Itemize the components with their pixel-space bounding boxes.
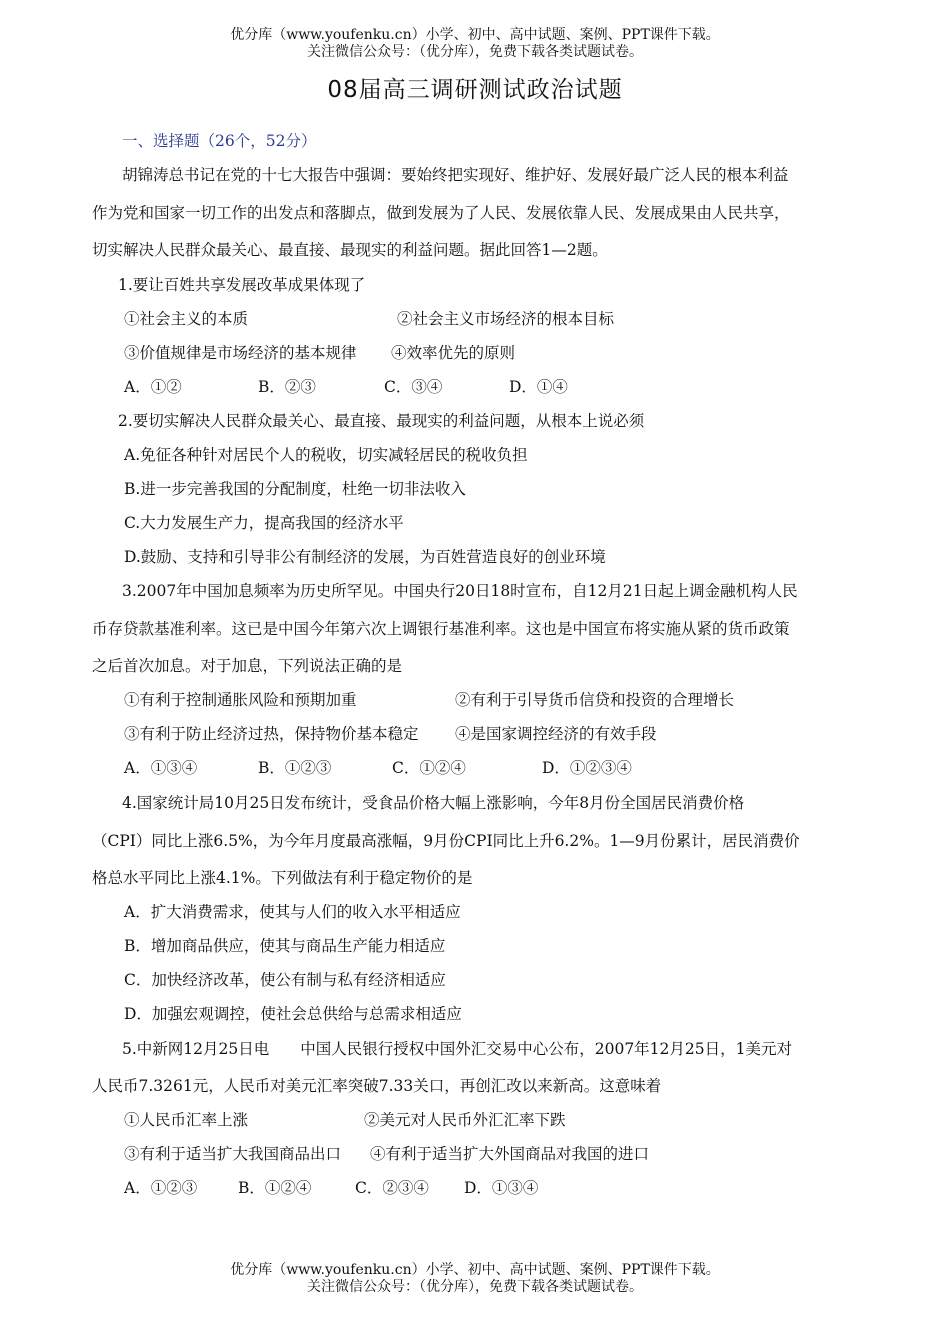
q4-option-c: C．加快经济改革，使公有制与私有经济相适应 [124,971,446,989]
intro-line-3: 切实解决人民群众最关心、最直接、最现实的利益问题。据此回答1—2题。 [92,241,608,259]
q5-option-d: D．①③④ [464,1179,539,1197]
q3-option-c: C．①②④ [392,759,466,777]
q2-option-c: C.大力发展生产力，提高我国的经济水平 [124,514,404,532]
q3-option-b: B．①②③ [258,759,332,777]
q1-statement-1: ①社会主义的本质 [124,310,249,328]
intro-line-2: 作为党和国家一切工作的出发点和落脚点，做到发展为了人民、发展依靠人民、发展成果由人民共享， [92,204,790,222]
q1-option-d: D．①④ [509,378,568,396]
q3-stem-line-2: 币存贷款基准利率。这已是中国今年第六次上调银行基准利率。这也是中国宣布将实施从紧的货币政策 [92,620,790,638]
q3-option-a: A．①③④ [124,759,198,777]
footer-line-1: 优分库（www.youfenku.cn）小学、初中、高中试题、案例、PPT课件下载。 [230,1262,720,1278]
q1-statement-3: ③价值规律是市场经济的基本规律 [124,344,357,362]
header-line-2: 关注微信公众号：（优分库），免费下载各类试题试卷。 [307,44,643,60]
q3-statement-1: ①有利于控制通胀风险和预期加重 [124,691,357,709]
footer-line-2: 关注微信公众号：（优分库），免费下载各类试题试卷。 [307,1279,643,1295]
q4-option-b: B．增加商品供应，使其与商品生产能力相适应 [124,937,446,955]
q3-stem-line-3: 之后首次加息。对于加息，下列说法正确的是 [92,657,403,675]
q5-stem-line-2: 人民币7.3261元，人民币对美元汇率突破7.33关口，再创汇改以来新高。这意味着 [92,1077,662,1095]
q1-option-a: A．①② [124,378,182,396]
q1-option-c: C．③④ [384,378,443,396]
q5-statement-4: ④有利于适当扩大外国商品对我国的进口 [370,1145,650,1163]
header-line-1: 优分库（www.youfenku.cn）小学、初中、高中试题、案例、PPT课件下载。 [230,27,720,43]
q3-statement-4: ④是国家调控经济的有效手段 [455,725,657,743]
section-heading: 一、选择题（26个，52分） [122,132,317,150]
q2-option-b: B.进一步完善我国的分配制度，杜绝一切非法收入 [124,480,466,498]
q3-statement-3: ③有利于防止经济过热，保持物价基本稳定 [124,725,419,743]
q2-option-a: A.免征各种针对居民个人的税收，切实减轻居民的税收负担 [124,446,528,464]
q4-stem-line-2: （CPI）同比上涨6.5%，为今年月度最高涨幅，9月份CPI同比上升6.2%。1—9月份累计，居民消费价 [92,832,800,850]
q1-statement-4: ④效率优先的原则 [391,344,516,362]
q5-option-b: B．①②④ [238,1179,312,1197]
q5-option-c: C．②③④ [355,1179,429,1197]
q4-stem-line-1: 4.国家统计局10月25日发布统计，受食品价格大幅上涨影响，今年8月份全国居民消费价格 [122,794,745,812]
q5-statement-2: ②美元对人民币外汇汇率下跌 [364,1111,566,1129]
q3-stem-line-1: 3.2007年中国加息频率为历史所罕见。中国央行20日18时宣布，自12月21日起上调金融机构人民 [122,582,798,600]
q5-statement-3: ③有利于适当扩大我国商品出口 [124,1145,342,1163]
q1-stem: 1.要让百姓共享发展改革成果体现了 [118,276,366,294]
q3-statement-2: ②有利于引导货币信贷和投资的合理增长 [455,691,735,709]
q4-stem-line-3: 格总水平同比上涨4.1%。下列做法有利于稳定物价的是 [92,869,473,887]
q3-option-d: D．①②③④ [542,759,632,777]
q5-statement-1: ①人民币汇率上涨 [124,1111,249,1129]
q1-option-b: B．②③ [258,378,316,396]
page-title: 08届高三调研测试政治试题 [327,77,623,103]
q2-option-d: D.鼓励、支持和引导非公有制经济的发展，为百姓营造良好的创业环境 [124,548,606,566]
q4-option-d: D．加强宏观调控，使社会总供给与总需求相适应 [124,1005,462,1023]
q5-stem-line-1: 5.中新网12月25日电 中国人民银行授权中国外汇交易中心公布，2007年12月25日，1美元对 [122,1040,792,1058]
q4-option-a: A．扩大消费需求，使其与人们的收入水平相适应 [124,903,461,921]
q1-statement-2: ②社会主义市场经济的根本目标 [397,310,615,328]
q5-option-a: A．①②③ [124,1179,198,1197]
intro-line-1: 胡锦涛总书记在党的十七大报告中强调：要始终把实现好、维护好、发展好最广泛人民的根本利益 [122,166,789,184]
q2-stem: 2.要切实解决人民群众最关心、最直接、最现实的利益问题，从根本上说必须 [118,412,645,430]
